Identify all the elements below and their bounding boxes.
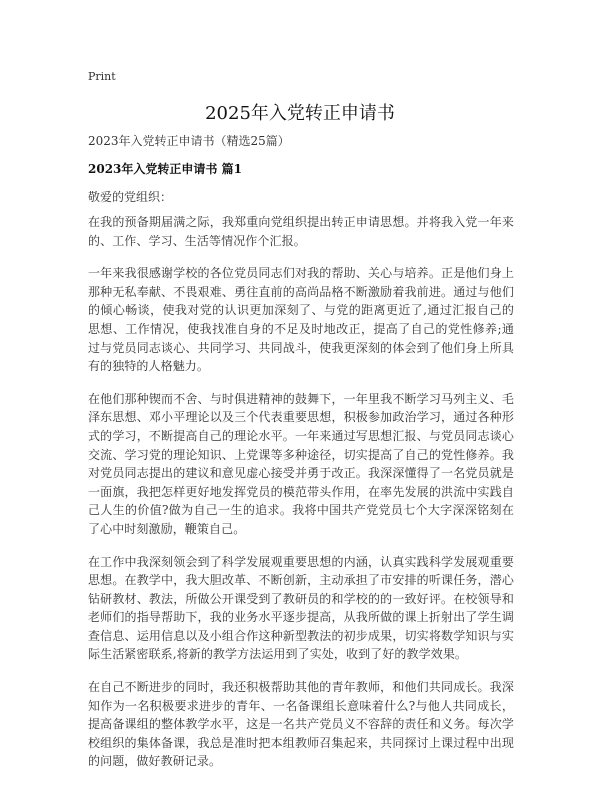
section-heading: 2023年入党转正申请书 篇1 bbox=[88, 162, 242, 176]
page-title: 2025年入党转正申请书 bbox=[205, 103, 395, 124]
salutation: 敬爱的党组织： bbox=[88, 190, 173, 204]
body-paragraph: 在工作中我深刻领会到了科学发展观重要思想的内涵，认真实践科学发展观重要思想。在教学中，我大胆改革、不断创新，主动承担了市安排的听课任务，潜心钻研教材、教法，所做公开课受到了教研员的和学校的的一致好评。在校领导和老师们的指导帮助下，我的业务水平逐步提高，从我所做的课上折射出了学生调查信息、运用信息以及小组合作这种新型教法的初步成果，切实将数学知识与实际生活紧密联系,将新的教学方法运用到了实处，收到了好的教学效果。 bbox=[88, 554, 514, 662]
letter-body bbox=[88, 213, 514, 785]
print-link[interactable]: Print bbox=[88, 70, 116, 83]
document-subtitle: 2023年入党转正申请书（精选25篇） bbox=[88, 134, 290, 148]
body-paragraph: 在他们那种锲而不舍、与时俱进精神的鼓舞下，一年里我不断学习马列主义、毛泽东思想、邓小平理论以及三个代表重要思想，积极参加政治学习，通过各种形式的学习，不断提高自己的理论水平。一年来通过写思想汇报、与党员同志谈心交流、学习党的理论知识、上党课等多种途径，切实提高了自己的党性修养。我对党员同志提出的建议和意见虚心接受并勇于改正。我深深懂得了一名党员就是一面旗，我把怎样更好地发挥党员的模范带头作用，在率先发展的洪流中实践自己人生的价值?做为自己一生的追求。我将中国共产党党员七个大字深深铭刻在了心中时刻激励，鞭策自己。 bbox=[88, 391, 514, 536]
body-paragraph: 在我的预备期届满之际，我郑重向党组织提出转正申请思想。并将我入党一年来的、工作、学习、生活等情况作个汇报。 bbox=[88, 215, 514, 248]
body-paragraph: 一年来我很感谢学校的各位党员同志们对我的帮助、关心与培养。正是他们身上那种无私奉献、不畏艰难、勇往直前的高尚品格不断激励着我前进。通过与他们的倾心畅谈，使我对党的认识更加深刻了、与党的距离更近了,通过汇报自己的思想、工作情况，使我找准自身的不足及时地改正，提高了自己的党性修养;通过与党员同志谈心、共同学习、共同战斗，使我更深刻的体会到了他们身上所具有的独特的人格魅力。 bbox=[88, 266, 514, 374]
body-paragraph: 在自己不断进步的同时，我还积极帮助其他的青年教师，和他们共同成长。我深知作为一名积极要求进步的青年、一名备课组长意味着什么?与他人共同成长，提高备课组的整体教学水平，这是一名共产党员义不容辞的责任和义务。每次学校组织的集体备课，我总是准时把本组教师召集起来，共同探讨上课过程中出现的问题，做好教研记录。 bbox=[88, 680, 514, 769]
